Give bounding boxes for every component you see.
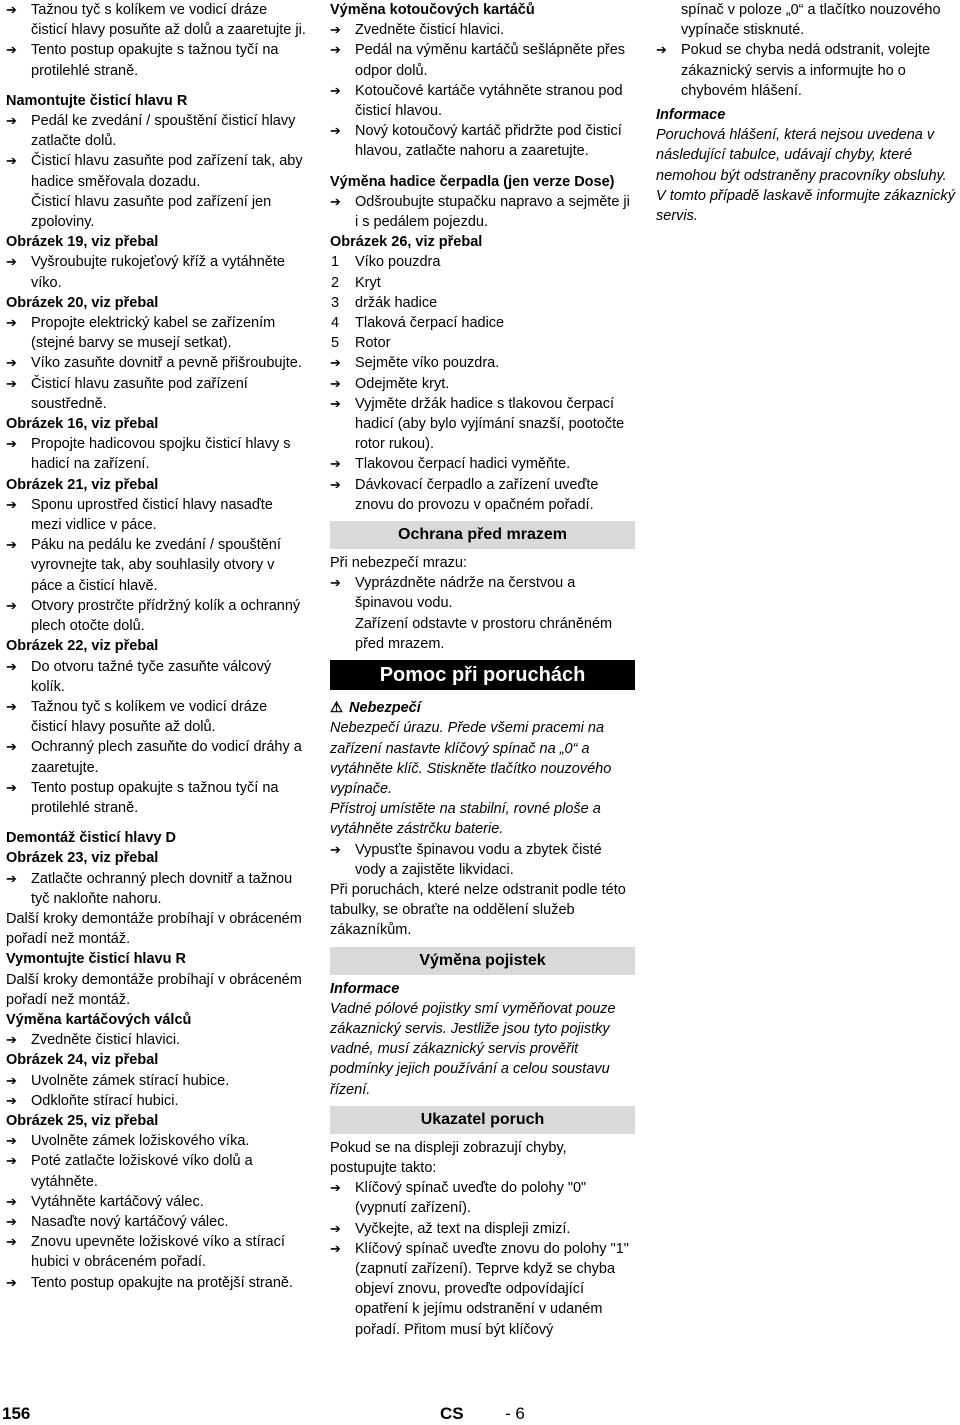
arrow-right-icon: ➔ (6, 1274, 17, 1290)
item-number: 4 (331, 315, 340, 332)
bullet-item (6, 151, 306, 191)
info-label: Informace (330, 980, 400, 997)
section-heading: Výměna kartáčových válců (6, 1011, 192, 1028)
bullet-text: Otvory prostrčte přídržný kolík a ochranný plech otočte dolů. (31, 597, 301, 635)
arrow-right-icon: ➔ (6, 355, 17, 371)
bullet-text: Nový kotoučový kartáč přidržte pod čisticí hlavou, zatlačte nahoru a zaaretujte. (355, 123, 622, 160)
bullet-text: Páku na pedálu ke zvedání / spouštění vyrovnejte tak, aby souhlasily otvory v páce a čisticí hlavě. (31, 537, 281, 594)
bullet-text: Tento postup opakujte s tažnou tyčí na protilehlé straně. (31, 779, 279, 816)
section-heading: Demontáž čisticí hlavy D (6, 830, 177, 847)
bullet-text: Pedál na výměnu kartáčů sešlápněte přes odpor dolů. (355, 42, 626, 79)
section-title-box: Ukazatel poruch (330, 1106, 635, 1134)
paragraph: Další kroky demontáže probíhají v obráceném pořadí než montáž. (6, 971, 302, 1008)
bullet-text: Zvedněte čisticí hlavici. (355, 22, 505, 39)
arrow-right-icon: ➔ (330, 575, 341, 591)
bullet-item (6, 495, 306, 535)
section-title-box: Ochrana před mrazem (330, 521, 635, 549)
arrow-right-icon: ➔ (330, 375, 341, 391)
section-heading: Obrázek 20, viz přebal (6, 294, 159, 311)
arrow-right-icon: ➔ (6, 254, 17, 270)
bullet-item (330, 81, 635, 121)
arrow-right-icon: ➔ (6, 436, 17, 452)
arrow-right-icon: ➔ (6, 1234, 17, 1250)
bullet-item (330, 454, 635, 474)
section-heading: Obrázek 19, viz přebal (6, 234, 159, 251)
arrow-right-icon: ➔ (6, 2, 17, 17)
bullet-text: Vypusťte špinavou vodu a zbytek čisté vody a zajistěte likvidaci. (355, 841, 602, 878)
arrow-right-icon: ➔ (6, 1133, 17, 1149)
arrow-right-icon: ➔ (6, 1032, 17, 1048)
arrow-right-icon: ➔ (330, 476, 341, 492)
bullet-text: Do otvoru tažné tyče zasuňte válcový kolík. (31, 658, 272, 695)
item-text: Rotor (355, 335, 391, 352)
arrow-right-icon: ➔ (6, 698, 17, 714)
warning-triangle-icon: ⚠ (330, 700, 343, 717)
bullet-item (330, 394, 635, 455)
item-text: Tlaková čerpací hadice (355, 315, 505, 332)
bullet-text: Sejměte víko pouzdra. (355, 355, 500, 372)
arrow-right-icon: ➔ (6, 739, 17, 755)
bullet-item (330, 374, 635, 394)
paragraph: Další kroky demontáže probíhají v obráceném pořadí než montáž. (6, 910, 302, 948)
bullet-item (330, 192, 635, 232)
section-heading: Obrázek 26, viz přebal (330, 234, 483, 251)
numbered-item (330, 252, 635, 272)
bullet-text: Kotoučové kartáče vytáhněte stranou pod čisticí hlavou. (355, 82, 623, 120)
bullet-text: Tlakovou čerpací hadici vyměňte. (355, 456, 571, 473)
arrow-right-icon: ➔ (6, 1072, 17, 1088)
arrow-right-icon: ➔ (6, 597, 17, 613)
bullet-item (330, 20, 635, 40)
bullet-item (6, 111, 306, 151)
arrow-right-icon: ➔ (330, 841, 341, 857)
bullet-item (6, 374, 306, 414)
paragraph: Při poruchách, které nelze odstranit podle této tabulky, se obraťte na oddělení služeb zákazníkům. (330, 881, 626, 939)
warning-text: Nebezpečí (349, 700, 421, 717)
bullet-item (6, 0, 306, 40)
language-code: CS (440, 1404, 464, 1423)
arrow-right-icon: ➔ (6, 779, 17, 795)
section-heading: Výměna hadice čerpadla (jen verze Dose) (330, 173, 615, 190)
section-heading: Obrázek 22, viz přebal (6, 638, 159, 655)
bullet-text: Vyjměte držák hadice s tlakovou čerpací hadicí (aby bylo vyjímání snazší, pootočte rotor rukou). (355, 395, 625, 453)
bullet-text: Nasaďte nový kartáčový válec. (31, 1213, 229, 1230)
arrow-right-icon: ➔ (330, 22, 341, 38)
arrow-right-icon: ➔ (330, 193, 341, 209)
arrow-right-icon: ➔ (6, 537, 17, 553)
bullet-text: Pedál ke zvedání / spouštění čisticí hlavy zatlačte dolů. (31, 113, 296, 150)
bullet-item (6, 596, 306, 636)
arrow-right-icon: ➔ (656, 42, 667, 58)
bullet-item (330, 573, 635, 613)
arrow-right-icon: ➔ (330, 456, 341, 472)
bullet-text: Propojte elektrický kabel se zařízením (stejné barvy se musejí setkat). (31, 315, 276, 352)
bullet-text: Tažnou tyč s kolíkem ve vodicí dráze čisticí hlavy posuňte až dolů a zaaretujte ji. (31, 2, 306, 39)
bullet-item (6, 697, 306, 737)
section-heading: Vymontujte čisticí hlavu R (6, 951, 186, 968)
arrow-right-icon: ➔ (330, 1220, 341, 1236)
numbered-item (330, 313, 635, 333)
info-label: Informace (656, 107, 726, 124)
bullet-text: Znovu upevněte ložiskové víko a stírací hubici v obráceném pořadí. (31, 1234, 285, 1271)
italic-note: Přístroj umístěte na stabilní, rovné ploše a vytáhněte zástrčku baterie. (330, 801, 601, 838)
section-heading: Výměna kotoučových kartáčů (330, 2, 535, 18)
bullet-item (6, 1273, 306, 1293)
bullet-text: Tento postup opakujte s tažnou tyčí na protilehlé straně. (31, 42, 279, 79)
section-page: - 6 (505, 1404, 525, 1423)
column-left (6, 0, 306, 1293)
bullet-item (330, 475, 635, 515)
bullet-item (6, 778, 306, 818)
arrow-right-icon: ➔ (6, 1193, 17, 1209)
bullet-item (6, 869, 306, 909)
arrow-right-icon: ➔ (6, 42, 17, 58)
bullet-text: Klíčový spínač uveďte znovu do polohy "1" (zapnutí zařízení). Teprve když se chyba objeví znovu, proveďte odpovídající opatření k jejímu odstranění v udaném pořadí. Přitom musí být klíčový (355, 1240, 629, 1338)
bullet-text: Vyčkejte, až text na displeji zmizí. (355, 1220, 571, 1237)
bullet-text: Čisticí hlavu zasuňte pod zařízení tak, aby hadice směřovala dozadu. (31, 153, 303, 190)
item-number: 5 (331, 335, 340, 352)
arrow-right-icon: ➔ (330, 123, 341, 139)
arrow-right-icon: ➔ (6, 870, 17, 886)
item-number: 3 (331, 294, 340, 311)
bullet-item (6, 657, 306, 697)
arrow-right-icon: ➔ (330, 1180, 341, 1196)
arrow-right-icon: ➔ (6, 1153, 17, 1169)
bullet-item (330, 40, 635, 80)
section-title-box: Výměna pojistek (330, 947, 635, 975)
bullet-text: Čisticí hlavu zasuňte pod zařízení soustředně. (31, 375, 248, 412)
italic-note: Nebezpečí úrazu. Přede všemi pracemi na zařízení nastavte klíčový spínač na „0“ a vytáhněte klíč. Stiskněte tlačítko nouzového vypínače. (330, 720, 612, 797)
arrow-right-icon: ➔ (6, 1213, 17, 1229)
bullet-item (6, 1212, 306, 1232)
bullet-text: Vyprázdněte nádrže na čerstvou a špinavou vodu. (355, 575, 576, 612)
section-heading: Namontujte čisticí hlavu R (6, 92, 188, 109)
bullet-item (330, 121, 635, 161)
bullet-item (656, 40, 956, 101)
bullet-item (330, 353, 635, 373)
arrow-right-icon: ➔ (6, 315, 17, 331)
bullet-item (6, 1151, 306, 1191)
bullet-item (330, 1239, 635, 1340)
chapter-title: Pomoc při poruchách (330, 660, 635, 690)
item-number: 1 (331, 254, 340, 271)
paragraph: Při nebezpečí mrazu: (330, 555, 468, 572)
warning-label (330, 698, 635, 718)
numbered-item (330, 273, 635, 293)
bullet-text: Dávkovací čerpadlo a zařízení uveďte znovu do provozu v opačném pořadí. (355, 476, 599, 513)
arrow-right-icon: ➔ (6, 658, 17, 674)
bullet-item (6, 1192, 306, 1212)
bullet-text: Tento postup opakujte na protější straně. (31, 1274, 293, 1291)
bullet-text: Odšroubujte stupačku napravo a sejměte ji i s pedálem pojezdu. (355, 193, 630, 231)
bullet-item (330, 840, 635, 880)
section-heading: Obrázek 16, viz přebal (6, 416, 159, 433)
bullet-text: Odkloňte stírací hubici. (31, 1092, 179, 1109)
indented-text: Čisticí hlavu zasuňte pod zařízení jen zpoloviny. (31, 193, 272, 231)
indented-text: spínač v poloze „0“ a tlačítko nouzového vypínače stisknuté. (681, 2, 941, 39)
bullet-text: Sponu uprostřed čisticí hlavy nasaďte mezi vidlice v páce. (31, 496, 273, 534)
bullet-text: Odejměte kryt. (355, 375, 450, 392)
bullet-text: Vyšroubujte rukojeťový kříž a vytáhněte víko. (31, 254, 285, 291)
arrow-right-icon: ➔ (6, 496, 17, 512)
bullet-item (330, 1178, 635, 1218)
arrow-right-icon: ➔ (6, 375, 17, 391)
bullet-item (6, 1071, 306, 1091)
bullet-text: Tažnou tyč s kolíkem ve vodicí dráze čisticí hlavy posuňte až dolů. (31, 698, 268, 736)
arrow-right-icon: ➔ (6, 153, 17, 169)
bullet-text: Vytáhněte kartáčový válec. (31, 1193, 204, 1210)
paragraph: Pokud se na displeji zobrazují chyby, postupujte takto: (330, 1139, 567, 1176)
column-right (656, 0, 956, 226)
bullet-item (6, 252, 306, 292)
bullet-text: Zvedněte čisticí hlavici. (31, 1032, 181, 1049)
italic-note: Poruchová hlášení, která nejsou uvedena v následující tabulce, udávají chyby, které nemohou být odstraněny pracovníky obsluhy. V tomto případě laskavě informujte zákaznický servis. (656, 127, 955, 225)
bullet-text: Propojte hadicovou spojku čisticí hlavy s hadicí na zařízení. (31, 436, 291, 473)
bullet-text: Poté zatlačte ložiskové víko dolů a vytáhněte. (31, 1153, 253, 1190)
bullet-item (6, 1091, 306, 1111)
item-text: Kryt (355, 274, 381, 291)
arrow-right-icon: ➔ (6, 1092, 17, 1108)
bullet-item (6, 535, 306, 596)
bullet-text: Ochranný plech zasuňte do vodicí dráhy a zaaretujte. (31, 739, 302, 776)
section-heading: Obrázek 21, viz přebal (6, 476, 159, 493)
item-text: držák hadice (355, 294, 438, 311)
bullet-text: Uvolněte zámek stírací hubice. (31, 1072, 230, 1089)
arrow-right-icon: ➔ (6, 113, 17, 129)
arrow-right-icon: ➔ (330, 395, 341, 411)
bullet-item (6, 353, 306, 373)
numbered-item (330, 333, 635, 353)
item-text: Víko pouzdra (355, 254, 441, 271)
bullet-item (6, 737, 306, 777)
bullet-text: Víko zasuňte dovnitř a pevně přišroubujte. (31, 355, 302, 372)
indented-text: Zařízení odstavte v prostoru chráněném před mrazem. (355, 615, 613, 652)
bullet-item (6, 1232, 306, 1272)
bullet-item (6, 434, 306, 474)
section-heading: Obrázek 23, viz přebal (6, 850, 159, 867)
bullet-text: Pokud se chyba nedá odstranit, volejte zákaznický servis a informujte ho o chybovém hlášení. (681, 42, 931, 99)
bullet-text: Zatlačte ochranný plech dovnitř a tažnou tyč nakloňte nahoru. (31, 870, 293, 907)
bullet-item (6, 1131, 306, 1151)
bullet-text: Klíčový spínač uveďte do polohy "0" (vypnutí zařízení). (355, 1180, 587, 1217)
bullet-item (330, 1219, 635, 1239)
arrow-right-icon: ➔ (330, 1240, 341, 1256)
numbered-item (330, 293, 635, 313)
bullet-item (6, 40, 306, 80)
section-heading: Obrázek 25, viz přebal (6, 1112, 159, 1129)
bullet-item (6, 1030, 306, 1050)
page-number: 156 (2, 1404, 31, 1423)
arrow-right-icon: ➔ (330, 82, 341, 98)
section-heading: Obrázek 24, viz přebal (6, 1052, 159, 1069)
item-number: 2 (331, 274, 340, 291)
bullet-text: Uvolněte zámek ložiskového víka. (31, 1133, 250, 1150)
bullet-item (6, 313, 306, 353)
arrow-right-icon: ➔ (330, 42, 341, 58)
column-middle (330, 0, 635, 1340)
page-footer (0, 1400, 960, 1425)
italic-note: Vadné pólové pojistky smí vyměňovat pouze zákaznický servis. Jestliže jsou tyto pojistky vadné, musí zákaznický servis prověřit podmínky jejich používání a celou soustavu řízení. (330, 1000, 616, 1098)
arrow-right-icon: ➔ (330, 355, 341, 371)
